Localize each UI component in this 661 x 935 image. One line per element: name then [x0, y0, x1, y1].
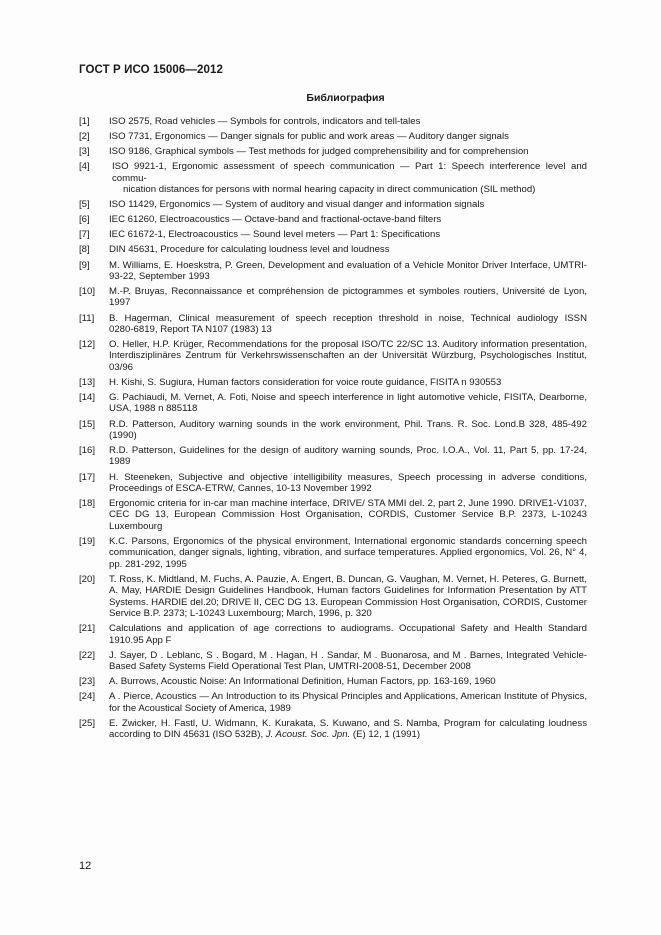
- bib-entry-text: M.-P. Bruyas, Reconnaissance et compréhension de pictogrammes et symboles routiers, Université de Lyon, 1997: [109, 286, 587, 309]
- bib-entry-number: [17]: [79, 471, 96, 483]
- bib-entry-journal-title: J. Acoust. Soc. Jpn.: [265, 729, 351, 741]
- bib-entry-text: Ergonomic criteria for in-car man machine interface, DRIVE/ STA MMI del. 2, part 2, June 1990. DRIVE1-V1037, CEC DG 13, European Commission Host Organisation, CORDIS, Customer Service B.P. 2373, L‑10243 Luxembourg: [109, 498, 587, 532]
- bib-entry-11: [79, 313, 587, 336]
- bib-entry-19: [79, 536, 587, 570]
- bib-entry-text: [109, 718, 587, 741]
- bib-entry-text: T. Ross, K. Midtland, M. Fuchs, A. Pauzie, A. Engert, B. Duncan, G. Vaughan, M. Vernet, H. Peteres, G. Burnett, A. May, HARDIE Design Guidelines Handbook, Human factors Guidelines for Information Presentation by ATT Systems. HARDIE del.20; DRIVE II, CEC DG 13. European Commission Host Organisation, CORDIS, Customer Service B.P. 2373; L‑10243 Luxembourg; March, 1996, p. 320: [109, 573, 587, 620]
- bib-entry-number: [9]: [79, 259, 90, 271]
- bib-entry-number: [22]: [79, 649, 96, 661]
- bib-entry-number: [8]: [79, 244, 90, 256]
- bib-entry-15: [79, 419, 587, 442]
- bib-entry-24: [79, 691, 587, 714]
- bib-entry-text: ISO 9186, Graphical symbols — Test methods for judged comprehensibility and for comprehension: [109, 146, 529, 158]
- bib-entry-20: [79, 574, 587, 620]
- bib-entry-3: [79, 146, 587, 157]
- bib-entry-23: [79, 676, 587, 687]
- bib-entry-number: [11]: [79, 312, 95, 324]
- bib-entry-number: [23]: [79, 676, 96, 688]
- bib-entry-9: [79, 260, 587, 283]
- bib-entry-number: [5]: [79, 199, 90, 211]
- bib-entry-2: [79, 131, 587, 142]
- bib-entry-text-line-2: nication distances for persons with normal hearing capacity in direct communication (SIL method): [123, 184, 536, 196]
- bib-entry-text: ISO 11429, Ergonomics — System of auditory and visual danger and information signals: [109, 199, 485, 211]
- bib-entry-text-line-1: ISO 9921-1, Ergonomic assessment of speech communication — Part 1: Speech interference level and commu-: [112, 161, 587, 184]
- bib-entry-number: [7]: [79, 229, 90, 241]
- bib-entry-text: M. Williams, E. Hoeskstra, P. Green, Development and evaluation of a Vehicle Monitor Driver Interface, UMTRI-93-22, September 1993: [109, 259, 587, 282]
- bib-entry-14: [79, 392, 587, 415]
- bib-entry-text: K.C. Parsons, Ergonomics of the physical environment, International ergonomic standards concerning speech communication, danger signals, lighting, vibration, and surface temperatures. Applied ergonomics, Vol. 26, N° 4, pp. 281‑292, 1995: [109, 535, 587, 570]
- bib-entry-6: [79, 214, 587, 225]
- bib-entry-17: [79, 472, 587, 495]
- bib-entry-text: B. Hagerman, Clinical measurement of speech reception threshold in noise, Technical audiology ISSN 0280‑6819, Report TA N107 (1983) 13: [109, 312, 587, 335]
- bib-entry-number: [16]: [79, 445, 96, 457]
- bib-entry-number: [15]: [79, 418, 96, 430]
- bib-entry-number: [4]: [79, 161, 90, 173]
- bib-entry-text: ISO 7731, Ergonomics — Danger signals for public and work areas — Auditory danger signals: [109, 131, 509, 143]
- bib-entry-number: [21]: [79, 623, 96, 635]
- bib-entry-number: [6]: [79, 214, 90, 226]
- bib-entry-number: [18]: [79, 498, 96, 510]
- bib-entry-number: [3]: [79, 146, 90, 158]
- bib-entry-12: [79, 339, 587, 373]
- bib-entry-8: [79, 244, 587, 255]
- bib-entry-22: [79, 650, 587, 673]
- bib-entry-4: [79, 161, 587, 195]
- bib-entry-text-plain: E. Zwicker, H. Fastl, U. Widmann, K. Kurakata, S. Kuwano, and S. Namba, Program for calculating loudness according to DIN 45631 (ISO 532B),: [109, 717, 587, 741]
- bib-entry-text: O. Heller, H.P. Krüger, Recommendations for the proposal ISO/TC 22/SC 13. Auditory information presentation, Interdisziplinäres Zentrum für Verkehrswissenschaften an der Universität Würzburg, Psychologisches Institut, 03/96: [109, 339, 587, 373]
- bib-entry-text: H. Steeneken, Subjective and objective intelligibility measures, Speech processing in adverse conditions, Proceedings of ESCA-ETRW, Cannes, 10‑13 November 1992: [109, 471, 587, 494]
- bib-entry-number: [20]: [79, 573, 96, 585]
- bib-entry-text: IEC 61672-1, Electroacoustics — Sound level meters — Part 1: Specifications: [109, 229, 441, 241]
- bib-entry-number: [2]: [79, 131, 90, 143]
- bib-entry-text: A . Pierce, Acoustics — An Introduction to its Physical Principles and Applications, American Institute of Physics, for the Acoustical Society of America, 1989: [109, 691, 587, 714]
- bib-entry-text: [109, 161, 587, 195]
- bib-entry-text: IEC 61260, Electroacoustics — Octave-band and fractional-octave-band filters: [109, 214, 442, 226]
- document-code-header: ГОСТ Р ИСО 15006—2012: [79, 64, 224, 76]
- bib-entry-13: [79, 377, 587, 388]
- bib-entry-21: [79, 623, 587, 646]
- bib-entry-10: [79, 286, 587, 309]
- bib-entry-text: G. Pachiaudi, M. Vernet, A. Foti, Noise and speech interference in light automotive vehicle, FISITA, Dearborne, USA, 1988 n 885118: [109, 392, 587, 415]
- bib-entry-number: [19]: [79, 535, 96, 547]
- bib-entry-text: R.D. Patterson, Guidelines for the design of auditory warning sounds, Proc. I.O.A., Vol. 11, Part 5, pp. 17‑24, 1989: [109, 445, 587, 468]
- bib-entry-number: [10]: [79, 286, 96, 298]
- bib-entry-25: [79, 718, 587, 741]
- page-number: 12: [79, 860, 92, 872]
- bib-entry-text: J. Sayer, D . Leblanc, S . Bogard, M . Hagan, H . Sandar, M . Buonarosa, and M . Barnes, Integrated Vehicle-Based Safety Systems Field Operational Test Plan, UMTRI-2008-51, December 2008: [109, 649, 587, 673]
- bibliography-title: Библиография: [306, 92, 385, 104]
- bib-entry-number: [24]: [79, 691, 96, 703]
- bib-entry-number: [25]: [79, 717, 96, 729]
- bib-entry-number: [12]: [79, 339, 96, 351]
- bib-entry-7: [79, 229, 587, 240]
- bib-entry-text: H. Kishi, S. Sugiura, Human factors consideration for voice route guidance, FISITA n 930553: [109, 376, 502, 388]
- bib-entry-text: R.D. Patterson, Auditory warning sounds in the work environment, Phil. Trans. R. Soc. Lond.B 328, 485‑492 (1990): [109, 418, 587, 441]
- bib-entry-1: [79, 116, 587, 127]
- bib-entry-text: ISO 2575, Road vehicles — Symbols for controls, indicators and tell-tales: [109, 116, 421, 127]
- bib-entry-5: [79, 199, 587, 210]
- bib-entry-text: DIN 45631, Procedure for calculating loudness level and loudness: [109, 244, 390, 256]
- bib-entry-18: [79, 498, 587, 532]
- bib-entry-number: [14]: [79, 392, 96, 404]
- bib-entry-text: Calculations and application of age corrections to audiograms. Occupational Safety and Health Standard 1910.95 App F: [109, 623, 587, 646]
- bibliography-list: [79, 116, 587, 744]
- bib-entry-number: [1]: [79, 116, 90, 127]
- bib-entry-text-tail: (E) 12, 1 (1991): [350, 729, 421, 741]
- bib-entry-text: A. Burrows, Acoustic Noise: An Informational Definition, Human Factors, pp. 163‑169, 1960: [109, 676, 496, 688]
- bib-entry-number: [13]: [79, 376, 96, 388]
- bib-entry-16: [79, 445, 587, 468]
